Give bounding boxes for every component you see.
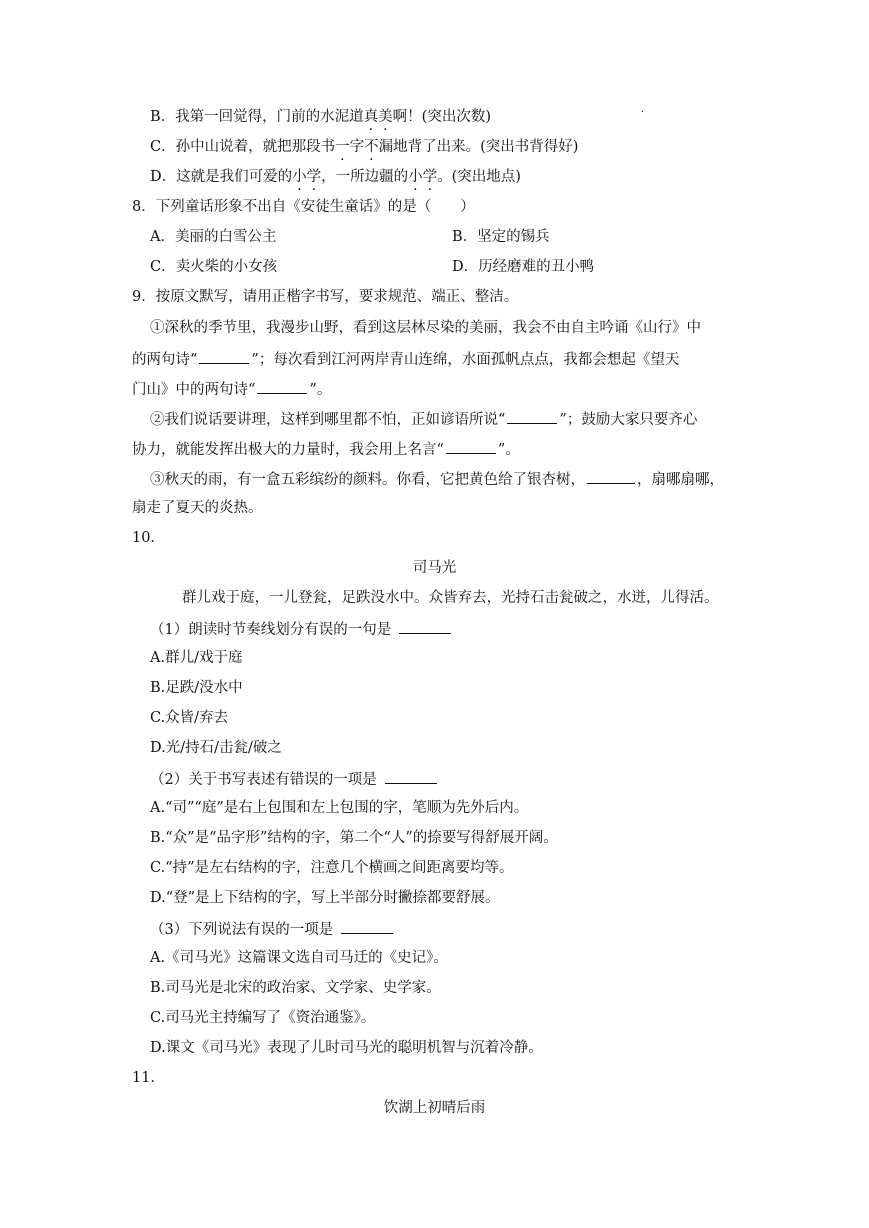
answer-blank[interactable] [341,918,393,934]
answer-blank[interactable] [507,408,557,424]
q8-option-d: D．历经磨难的丑小鸭 [452,259,595,275]
stray-dot: · [641,107,645,118]
answer-blank[interactable] [399,618,451,634]
q10-sub2-option: C.“持”是左右结构的字，注意几个横画之间距离要均等。 [150,860,514,876]
q9-line-4: ②我们说话要讲理，这样到哪里都不怕，正如谚语所说“ ”；鼓励大家只要齐心 [150,408,697,430]
q9-line-2: 的两句诗“ ”；每次看到江河两岸青山连绵，水面孤帆点点，我都会想起《望天 [132,348,679,370]
q10-sub2-option: D.“登”是上下结构的字，写上半部分时撇捺都要舒展。 [150,890,500,906]
q11-title: 饮湖上初晴后雨 [383,1100,486,1116]
answer-blank[interactable] [385,768,437,784]
q8-option-c: C．卖火柴的小女孩 [150,259,278,275]
q11-number: 11． [132,1070,165,1086]
q10-sub1-option: C.众皆/弃去 [150,710,229,726]
answer-blank[interactable] [446,438,496,454]
q8-option-b: B．坚定的锡兵 [452,229,550,245]
q9-line-6: ③秋天的雨，有一盒五彩缤纷的颜料。你看，它把黄色给了银杏树， ，扇哪扇哪， [150,468,724,490]
q9-line-1: ①深秋的季节里，我漫步山野，看到这层林尽染的美丽，我会不由自主吟诵《山行》中 [150,320,701,336]
answer-blank[interactable] [199,348,249,364]
q10-sub1-option: D.光/持石/击瓮/破之 [150,740,282,756]
q9-line-5: 协力，就能发挥出极大的力量时，我会用上名言“ ”。 [132,438,520,460]
q10-sub3-option: B.司马光是北宋的政治家、文学家、史学家。 [150,980,441,996]
q10-passage: 群儿戏于庭，一儿登瓮，足跌没水中。众皆弃去，光持石击瓮破之，水迸，儿得活。 [182,590,719,606]
q7-option-d: D．这就是我们可爱的小学，一所边疆的小学。(突出地点) [150,169,521,185]
q10-number: 10． [132,530,165,546]
answer-blank[interactable] [257,378,307,394]
q10-sub1-option: B.足跌/没水中 [150,680,243,696]
q10-sub1: （1）朗读时节奏线划分有误的一句是 [150,618,453,640]
q8-stem: 8．下列童话形象不出自《安徒生童话》的是（ ） [132,199,475,215]
q10-sub3: （3）下列说法有误的一项是 [150,918,395,940]
q7-option-b: B．我第一回觉得，门前的水泥道真美啊！(突出次数) [150,109,491,125]
q10-sub3-option: A.《司马光》这篇课文选自司马迁的《史记》。 [150,950,448,966]
q9-line-7: 扇走了夏天的炎热。 [132,500,263,516]
q10-sub2: （2）关于书写表述有错误的一项是 [150,768,439,790]
q9-line-3: 门山》中的两句诗“ ”。 [132,378,331,400]
q8-option-a: A．美丽的白雪公主 [150,229,277,245]
answer-blank[interactable] [587,468,635,484]
q10-title: 司马光 [412,560,457,576]
q10-sub2-option: B.“众”是“品字形”结构的字，第二个“人”的捺要写得舒展开阔。 [150,830,558,846]
q10-sub2-option: A.“司”“庭”是右上包围和左上包围的字，笔顺为先外后内。 [150,800,529,816]
q10-sub1-option: A.群儿/戏于庭 [150,650,243,666]
q10-sub3-option: C.司马光主持编写了《资治通鉴》。 [150,1010,376,1026]
q10-sub3-option: D.课文《司马光》表现了儿时司马光的聪明机智与沉着冷静。 [150,1040,543,1056]
q9-stem: 9．按原文默写，请用正楷字书写，要求规范、端正、整洁。 [132,289,519,305]
q7-option-c: C．孙中山说着，就把那段书一字不漏地背了出来。(突出书背得好) [150,139,579,155]
